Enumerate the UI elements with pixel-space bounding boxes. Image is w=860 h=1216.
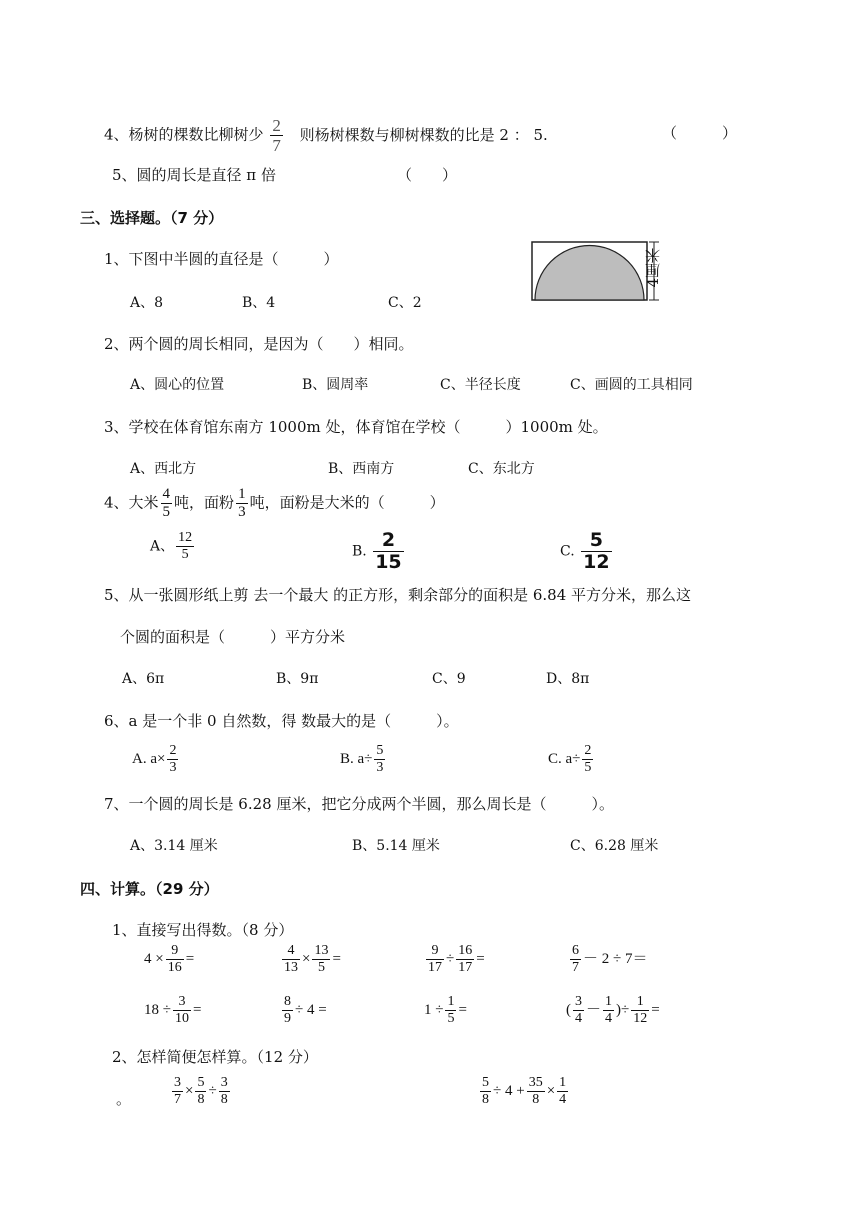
option-a[interactable]: A、3.14 厘米 — [130, 838, 218, 854]
option-b[interactable]: B. a÷ $\frac{5}{3}$ — [340, 743, 384, 775]
option-a[interactable]: A、8 — [130, 295, 164, 311]
calc-item: $\frac{4}{13}$ × $\frac{13}{5}$ = — [284, 943, 341, 975]
fraction: $\frac{2}{5}$ — [584, 743, 592, 775]
judge-q4 — [104, 117, 548, 154]
fraction: $\frac{4}{5}$ — [162, 486, 171, 520]
option-d[interactable]: D、8π — [546, 671, 590, 687]
section-title: 三、选择题。（7 分） — [80, 209, 224, 227]
fraction: $\frac{1}{3}$ — [238, 486, 246, 520]
option-c[interactable]: C. $\frac{5}{12}$ — [560, 529, 610, 573]
calc-item: 4 × $\frac{9}{16}$ = — [144, 943, 195, 975]
option-b[interactable]: B. $\frac{2}{15}$ — [352, 529, 402, 573]
choice-q7: 7、一个圆的周长是 6.28 厘米，把它分成两个半圆，那么周长是（ ）。 — [104, 795, 614, 813]
judge-q5: 5、圆的周长是直径 π 倍 — [112, 166, 276, 184]
figure-label: 4厘米 — [644, 248, 662, 288]
choice-q6: 6、a 是一个非 0 自然数，得 数最大的是（ ）。 — [104, 712, 459, 730]
option-c[interactable]: C、东北方 — [468, 461, 535, 477]
option-d[interactable]: C、画圆的工具相同 — [570, 377, 693, 393]
fraction: $\frac{5}{12}$ — [583, 529, 610, 573]
calc-item: 1 ÷ $\frac{1}{5}$ = — [424, 994, 467, 1026]
subsection-title: 2、怎样简便怎样算。（12 分） — [112, 1048, 318, 1066]
fraction: $\frac{2}{7}$ — [272, 116, 281, 155]
judge-q4-blank[interactable]: （ ） — [662, 124, 738, 142]
option-b[interactable]: B、西南方 — [328, 461, 395, 477]
choice-q3: 3、学校在体育馆东南方 1000m 处，体育馆在学校（ ）1000m 处。 — [104, 418, 608, 436]
calc-item: $\frac{5}{8}$ ÷ 4 + $\frac{35}{8}$ × $\frac{1}{4}$ — [482, 1075, 567, 1107]
section-title: 四、计算。（29 分） — [80, 880, 219, 898]
choice-q2: 2、两个圆的周长相同，是因为（ ）相同。 — [104, 335, 414, 353]
option-c[interactable]: C、半径长度 — [440, 377, 521, 393]
choice-q1: 1、下图中半圆的直径是（ ） — [104, 250, 339, 268]
choice-q5-line1: 5、从一张圆形纸上剪 去一个最大 的正方形，剩余部分的面积是 6.84 平方分米，那么这 — [104, 586, 692, 604]
option-a[interactable]: A、 $\frac{12}{5}$ — [150, 530, 193, 562]
option-b[interactable]: B、圆周率 — [302, 377, 369, 393]
option-a[interactable]: A. a× $\frac{2}{3}$ — [132, 743, 177, 775]
choice-q4: 4、大米 $\frac{4}{5}$ 吨，面粉 $\frac{1}{3}$ 吨，面粉是大米的（ ） — [104, 486, 445, 520]
fraction: $\frac{5}{3}$ — [376, 743, 384, 775]
fraction: $\frac{2}{3}$ — [169, 743, 177, 775]
calc-item: 18 ÷ $\frac{3}{10}$ = — [144, 994, 202, 1026]
option-c[interactable]: C、2 — [388, 295, 422, 311]
fraction: $\frac{2}{15}$ — [375, 529, 402, 573]
option-c[interactable]: C、6.28 厘米 — [570, 838, 659, 854]
judge-q4-post: 则杨树棵数与柳树棵数的比是 2 ： 5. — [299, 125, 548, 144]
choice-q5-line2: 个圆的面积是（ ）平方分米 — [120, 628, 346, 646]
calc-item: $\frac{3}{7}$ × $\frac{5}{8}$ ÷ $\frac{3}{8}$ — [174, 1075, 228, 1107]
option-c[interactable]: C. a÷ $\frac{2}{5}$ — [548, 743, 592, 775]
calc-item: $\frac{8}{9}$ ÷ 4 = — [284, 994, 327, 1026]
option-b[interactable]: B、9π — [276, 671, 319, 687]
option-a[interactable]: A、6π — [122, 671, 165, 687]
judge-q4-pre: 4、杨树的棵数比柳树少 — [104, 125, 264, 144]
fraction: $\frac{12}{5}$ — [178, 530, 193, 562]
option-a[interactable]: A、圆心的位置 — [130, 377, 225, 393]
stray-mark: 。 — [116, 1090, 132, 1108]
calc-item: $\frac{6}{7}$ － 2 ÷ 7＝ — [572, 943, 648, 975]
subsection-title: 1、直接写出得数。（8 分） — [112, 921, 294, 939]
calc-item: ( $\frac{3}{4}$ － $\frac{1}{4}$ )÷ $\frac{1}{12}$ = — [566, 994, 660, 1026]
judge-q5-blank[interactable]: （ ） — [397, 166, 458, 184]
option-b[interactable]: B、5.14 厘米 — [352, 838, 440, 854]
option-a[interactable]: A、西北方 — [130, 461, 197, 477]
option-b[interactable]: B、4 — [242, 295, 276, 311]
calc-item: $\frac{9}{17}$ ÷ $\frac{16}{17}$ = — [428, 943, 485, 975]
option-c[interactable]: C、9 — [432, 671, 466, 687]
